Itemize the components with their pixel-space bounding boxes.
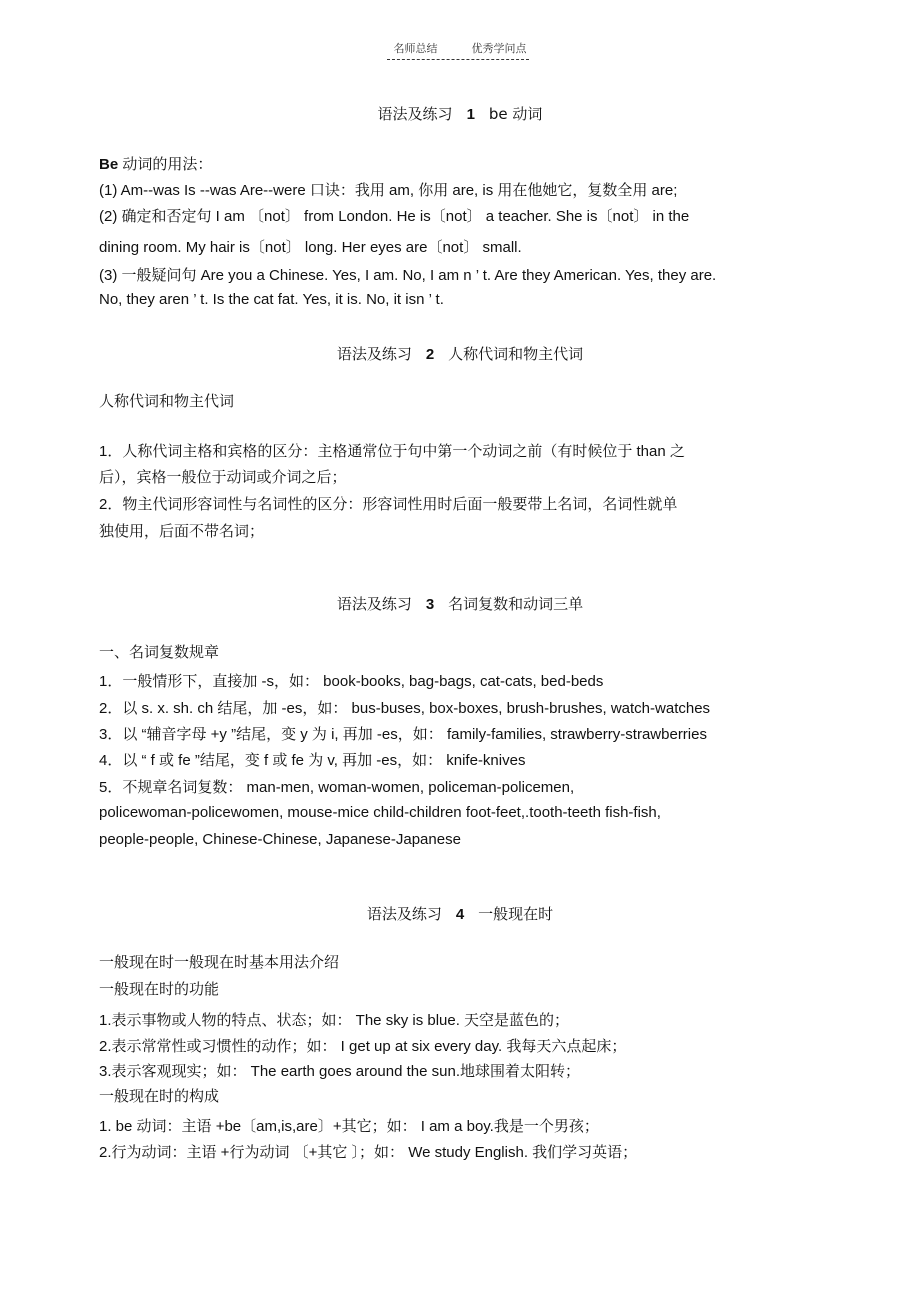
title-number: 2 bbox=[425, 346, 435, 363]
title-prefix: 语法及练习 bbox=[377, 105, 453, 123]
text-line: (1) Am--was Is --was Are--were 口诀：我用 am, 你用 are, is 用在他她它，复数全用 are; bbox=[99, 182, 678, 199]
text-line: 人称代词和物主代词 bbox=[99, 393, 235, 410]
title-number: 3 bbox=[425, 596, 435, 613]
text-line: 一般现在时一般现在时基本用法介绍 bbox=[99, 954, 340, 971]
title-number: 4 bbox=[455, 906, 465, 923]
text-line: 3．以 “辅音字母 +y ”结尾，变 y 为 i, 再加 -es，如： family-families, strawberry-strawberries bbox=[99, 726, 707, 743]
page-header bbox=[0, 40, 920, 56]
text-line: dining room. My hair is〔not〕 long. Her eyes are〔not〕 small. bbox=[99, 239, 522, 256]
title-topic: 名词复数和动词三单 bbox=[448, 595, 584, 613]
text-line: 1．一般情形下，直接加 -s，如： book-books, bag-bags, cat-cats, bed-beds bbox=[99, 673, 604, 690]
text-line: policewoman-policewomen, mouse-mice child-children foot-feet,.tooth-teeth fish-fish, bbox=[99, 804, 661, 821]
bold-term: Be bbox=[99, 156, 119, 173]
text-line: 5．不规章名词复数： man-men, woman-women, policeman-policemen, bbox=[99, 779, 575, 796]
text-line: 独使用，后面不带名词； bbox=[99, 523, 265, 540]
text-line: No, they aren ’ t. Is the cat fat. Yes, it is. No, it isn ’ t. bbox=[99, 291, 444, 308]
text-line: 2.表示常常性或习惯性的动作；如： I get up at six every day. 我每天六点起床； bbox=[99, 1038, 627, 1055]
text-line: 后），宾格一般位于动词或介词之后； bbox=[99, 469, 347, 486]
header-right: 优秀学问点 bbox=[471, 42, 527, 55]
text-line bbox=[99, 153, 212, 174]
text-line: 一般现在时的功能 bbox=[99, 981, 220, 998]
line-text: 动词的用法： bbox=[118, 156, 213, 173]
text-line: 1. be 动词：主语 +be〔am,is,are〕+其它；如： I am a boy.我是一个男孩； bbox=[99, 1118, 599, 1135]
text-line: 2.行为动词：主语 +行为动词 〔+其它 〕；如： We study English. 我们学习英语； bbox=[99, 1144, 638, 1161]
title-topic: be 动词 bbox=[488, 105, 543, 123]
title-prefix: 语法及练习 bbox=[336, 595, 412, 613]
section-title-2 bbox=[0, 343, 920, 364]
title-topic: 一般现在时 bbox=[478, 905, 554, 923]
title-prefix: 语法及练习 bbox=[366, 905, 442, 923]
header-divider bbox=[387, 59, 529, 60]
text-line: 2．以 s. x. sh. ch 结尾，加 -es，如： bus-buses, box-boxes, brush-brushes, watch-watches bbox=[99, 700, 711, 717]
header-text bbox=[0, 40, 920, 56]
section-title-1 bbox=[0, 103, 920, 124]
title-number: 1 bbox=[466, 106, 475, 123]
text-line: 1.表示事物或人物的特点、状态；如： The sky is blue. 天空是蓝色的； bbox=[99, 1012, 570, 1029]
title-topic: 人称代词和物主代词 bbox=[448, 345, 584, 363]
title-prefix: 语法及练习 bbox=[336, 345, 412, 363]
text-line: 4．以 “ f 或 fe ”结尾，变 f 或 fe 为 v, 再加 -es，如： knife-knives bbox=[99, 752, 526, 769]
text-line: 一、名词复数规章 bbox=[99, 644, 220, 661]
text-line: 2．物主代词形容词性与名词性的区分：形容词性用时后面一般要带上名词，名词性就单 bbox=[99, 496, 678, 513]
section-title-3 bbox=[0, 593, 920, 614]
text-line: (2) 确定和否定句 I am 〔not〕 from London. He is〔not〕 a teacher. She is〔not〕 in the bbox=[99, 208, 690, 225]
text-line: 一般现在时的构成 bbox=[99, 1088, 220, 1105]
text-line: (3) 一般疑问句 Are you a Chinese. Yes, I am. No, I am n ’ t. Are they American. Yes, they are. bbox=[99, 267, 717, 284]
text-line: 3.表示客观现实；如： The earth goes around the sun.地球围着太阳转； bbox=[99, 1063, 580, 1080]
header-left: 名师总结 bbox=[393, 42, 438, 55]
text-line: 1．人称代词主格和宾格的区分：主格通常位于句中第一个动词之前（有时候位于 than 之 bbox=[99, 443, 685, 460]
section-title-4 bbox=[0, 903, 920, 924]
text-line: people-people, Chinese-Chinese, Japanese-Japanese bbox=[99, 831, 461, 848]
